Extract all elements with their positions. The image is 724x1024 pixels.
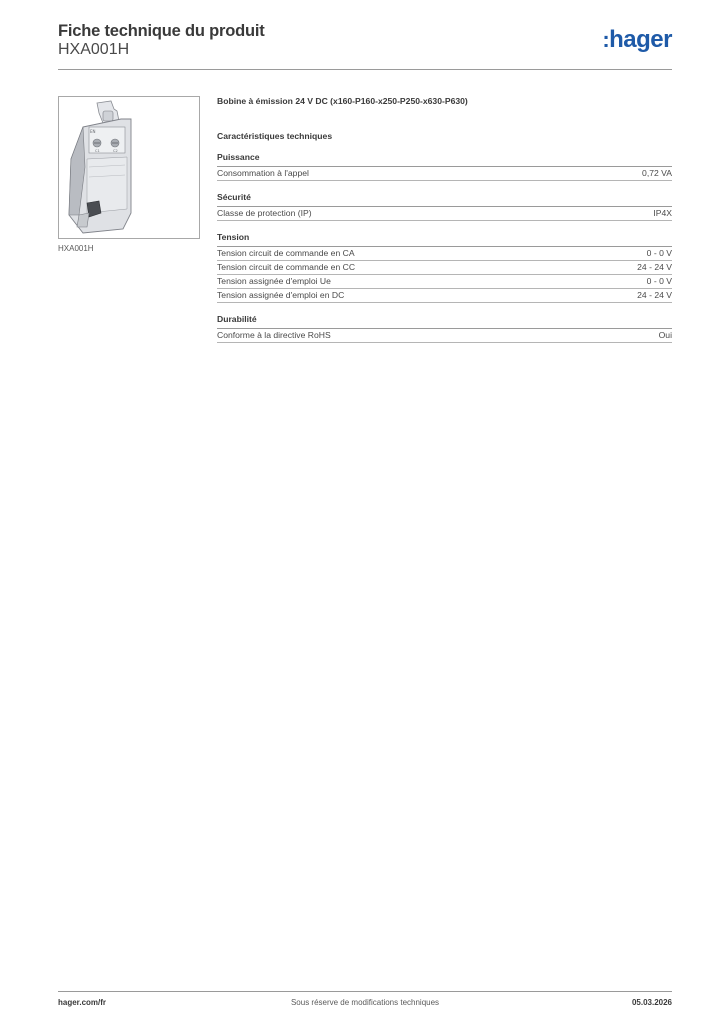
spec-group-title: Tension (217, 231, 672, 247)
spec-label: Consommation à l'appel (217, 168, 309, 178)
spec-value: 0 - 0 V (646, 248, 672, 258)
spec-label: Classe de protection (IP) (217, 208, 312, 218)
header-divider (58, 69, 672, 70)
spec-group-tension (217, 231, 672, 303)
spec-group-puissance (217, 151, 672, 181)
spec-row (217, 167, 672, 181)
spec-group-title: Puissance (217, 151, 672, 167)
spec-value: Oui (658, 330, 672, 340)
specifications-panel (217, 94, 672, 343)
spec-value: 0 - 0 V (646, 276, 672, 286)
footer-website-link[interactable]: hager.com/fr (58, 998, 107, 1007)
spec-label: Tension assignée d'emploi Ue (217, 276, 331, 286)
product-image-caption: HXA001H (58, 244, 94, 253)
product-reference: HXA001H (58, 41, 130, 58)
footer-date: 05.03.2026 (631, 998, 672, 1007)
spec-row (217, 261, 672, 275)
hager-logo (602, 26, 672, 54)
logo-dots: : (602, 27, 610, 52)
document-title: Fiche technique du produit (58, 22, 265, 40)
product-name: Bobine à émission 24 V DC (x160-P160-x250-P250-x630-P630) (217, 96, 468, 106)
spec-value: 24 - 24 V (637, 290, 672, 300)
spec-row (217, 247, 672, 261)
footer-divider (58, 991, 672, 992)
section-title: Caractéristiques techniques (217, 131, 333, 141)
spec-label: Tension circuit de commande en CA (217, 248, 355, 258)
svg-text:C1: C1 (95, 149, 100, 153)
spec-value: 24 - 24 V (637, 262, 672, 272)
product-image (58, 96, 200, 239)
svg-text:EN: EN (90, 129, 96, 134)
spec-group-title: Sécurité (217, 191, 672, 207)
spec-group-title: Durabilité (217, 313, 672, 329)
shunt-trip-coil-product-photo (59, 97, 199, 238)
footer-notice: Sous réserve de modifications techniques (290, 998, 440, 1007)
spec-row (217, 207, 672, 221)
spec-row (217, 275, 672, 289)
spec-label: Tension assignée d'emploi en DC (217, 290, 345, 300)
spec-group-durabilite (217, 313, 672, 343)
logo-text: hager (609, 26, 672, 53)
spec-group-securite (217, 191, 672, 221)
page-header (58, 20, 672, 70)
spec-value: IP4X (653, 208, 672, 218)
spec-label: Tension circuit de commande en CC (217, 262, 356, 272)
spec-row (217, 329, 672, 343)
svg-text:C2: C2 (113, 149, 118, 153)
spec-row (217, 289, 672, 303)
spec-label: Conforme à la directive RoHS (217, 330, 331, 340)
spec-value: 0,72 VA (642, 168, 672, 178)
